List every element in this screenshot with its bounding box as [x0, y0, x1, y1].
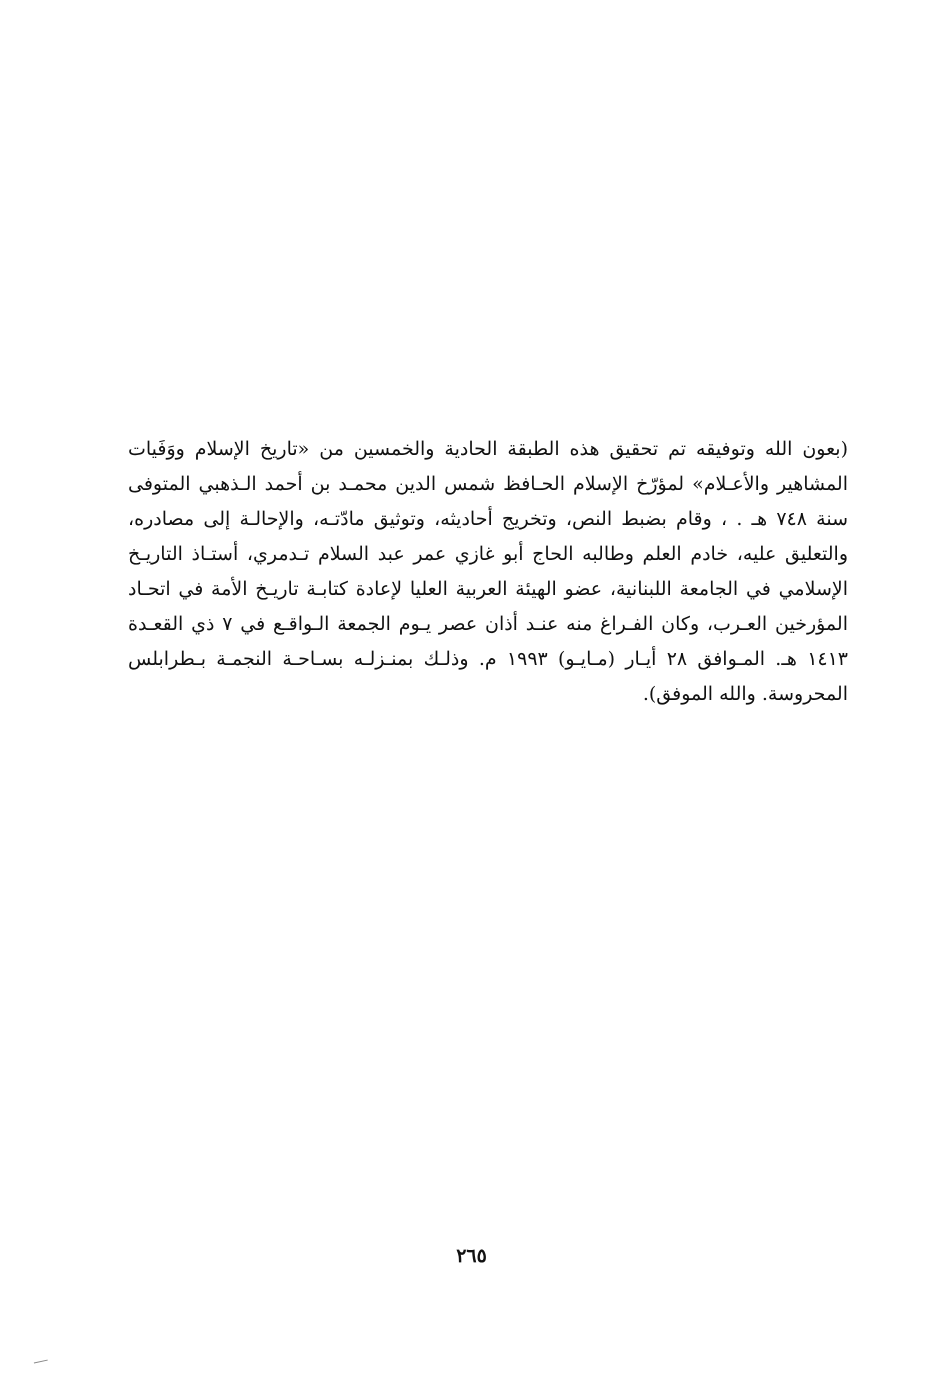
colophon-line-2: المشاهير والأعـلام» لمؤرّخ الإسلام الحـافظ شمس الدين محمـد بن أحمد الـذهبي المتوفى: [128, 473, 848, 495]
colophon-line-8: المحروسة. والله الموفق).: [642, 683, 848, 705]
colophon-line-3: سنة ٧٤٨ هـ . ، وقام بضبط النص، وتخريج أحاديثه، وتوثيق مادّتـه، والإحالـة إلى مصادره،: [128, 508, 848, 530]
colophon-line-1: (بعون الله وتوفيقه تم تحقيق هذه الطبقة الحادية والخمسين من «تاريخ الإسلام ووَفَيات: [128, 438, 848, 460]
colophon-paragraph: [128, 432, 848, 712]
colophon-line-7: ١٤١٣ هـ. المـوافق ٢٨ أيـار (مـايـو) ١٩٩٣ م. وذلـك بمنـزلـه بسـاحـة النجمـة بـطرابلس: [128, 648, 848, 670]
colophon-line-5: الإسلامي في الجامعة اللبنانية، عضو الهيئة العربية العليا لإعادة كتابـة تاريـخ الأمة في اتحـاد: [128, 578, 848, 600]
page-number: ٢٦٥: [456, 1245, 487, 1267]
colophon-line-6: المؤرخين العـرب، وكان الفـراغ منه عنـد أذان عصر يـوم الجمعة الـواقـع في ٧ ذي القعـدة: [128, 613, 848, 635]
scan-artifact-mark: [34, 1360, 48, 1366]
colophon-line-4: والتعليق عليه، خادم العلم وطالبه الحاج أبو غازي عمر عبد السلام تـدمري، أستـاذ التاريـخ: [128, 543, 848, 565]
